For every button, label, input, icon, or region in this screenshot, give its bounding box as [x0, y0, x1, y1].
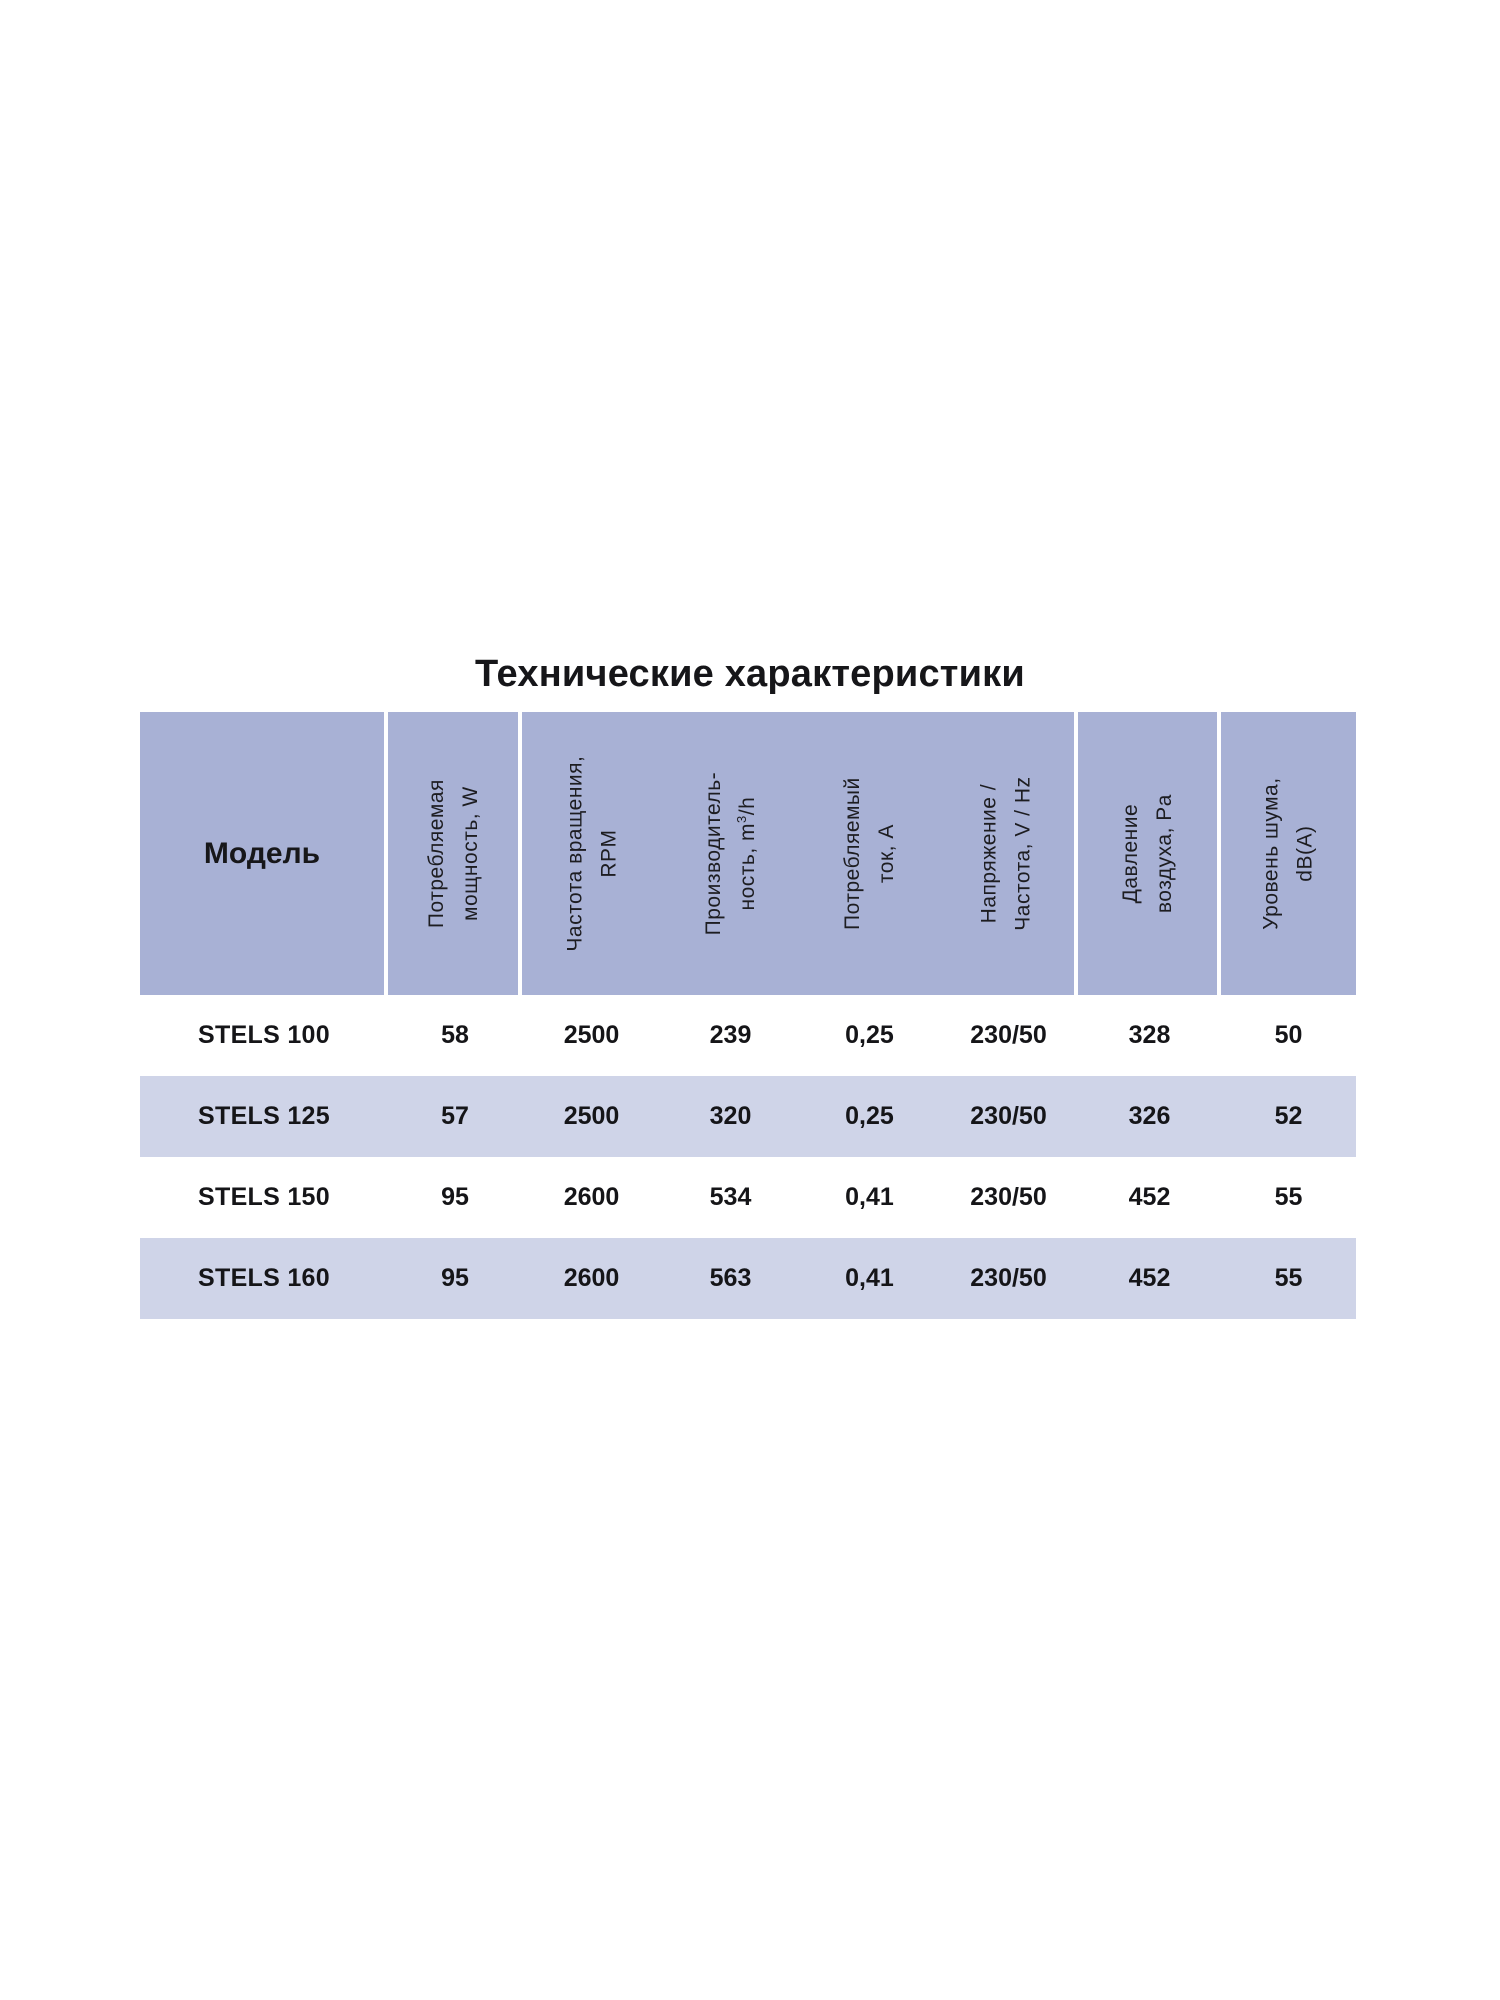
value-cell: 328	[1128, 1021, 1171, 1049]
page-title: Технические характеристики	[475, 653, 1025, 696]
value-cell: 230/50	[970, 1183, 1047, 1211]
value-cell: 0,41	[845, 1264, 894, 1292]
model-cell: STELS 125	[198, 1102, 330, 1130]
value-cell: 0,41	[845, 1183, 894, 1211]
value-cell: 320	[709, 1102, 752, 1130]
value-cell: 2500	[563, 1021, 620, 1049]
value-cell: 0,25	[845, 1102, 894, 1130]
column-header-power-label: Потребляемая мощность, W	[424, 779, 481, 928]
column-header-model-label: Модель	[203, 836, 321, 870]
table-row	[140, 1076, 1356, 1157]
value-cell: 0,25	[845, 1021, 894, 1049]
value-cell: 326	[1128, 1102, 1171, 1130]
model-cell: STELS 160	[198, 1264, 330, 1292]
value-cell: 2600	[563, 1264, 620, 1292]
table-row	[140, 1157, 1356, 1238]
value-cell: 563	[709, 1264, 752, 1292]
value-cell: 52	[1274, 1102, 1303, 1130]
value-cell: 452	[1128, 1264, 1171, 1292]
column-header-rpm	[522, 712, 661, 995]
model-cell: STELS 150	[198, 1183, 330, 1211]
value-cell: 50	[1274, 1021, 1303, 1049]
value-cell: 95	[441, 1183, 469, 1211]
column-header-airflow-label: Производитель- ность, $m^3/h$	[701, 771, 759, 936]
value-cell: 534	[709, 1183, 752, 1211]
column-header-noise-label: Уровень шума, dB(A)	[1259, 777, 1317, 930]
table-row	[140, 995, 1356, 1076]
column-header-power	[388, 712, 522, 995]
table-header-row	[140, 712, 1356, 995]
value-cell: 2500	[563, 1102, 620, 1130]
column-header-current-label: Потребляемый ток, А	[840, 777, 898, 930]
column-header-voltage-label: Напряжение / Частота, V / Hz	[977, 776, 1035, 931]
value-cell: 57	[441, 1102, 469, 1130]
value-cell: 230/50	[970, 1021, 1047, 1049]
value-cell: 58	[441, 1021, 469, 1049]
column-header-airflow	[661, 712, 800, 995]
column-header-voltage	[939, 712, 1078, 995]
column-header-model	[140, 712, 388, 995]
model-cell: STELS 100	[198, 1021, 330, 1049]
spec-table	[140, 712, 1356, 1319]
value-cell: 55	[1274, 1183, 1303, 1211]
value-cell: 95	[441, 1264, 469, 1292]
value-cell: 230/50	[970, 1264, 1047, 1292]
value-cell: 452	[1128, 1183, 1171, 1211]
column-header-current	[800, 712, 939, 995]
value-cell: 2600	[563, 1183, 620, 1211]
value-cell: 55	[1274, 1264, 1303, 1292]
value-cell: 239	[709, 1021, 752, 1049]
value-cell: 230/50	[970, 1102, 1047, 1130]
column-header-pressure-label: Давление воздуха, Pa	[1118, 793, 1176, 914]
table-row	[140, 1238, 1356, 1319]
column-header-rpm-label: Частота вращения, RPM	[562, 755, 620, 952]
column-header-pressure	[1078, 712, 1221, 995]
column-header-noise	[1221, 712, 1356, 995]
